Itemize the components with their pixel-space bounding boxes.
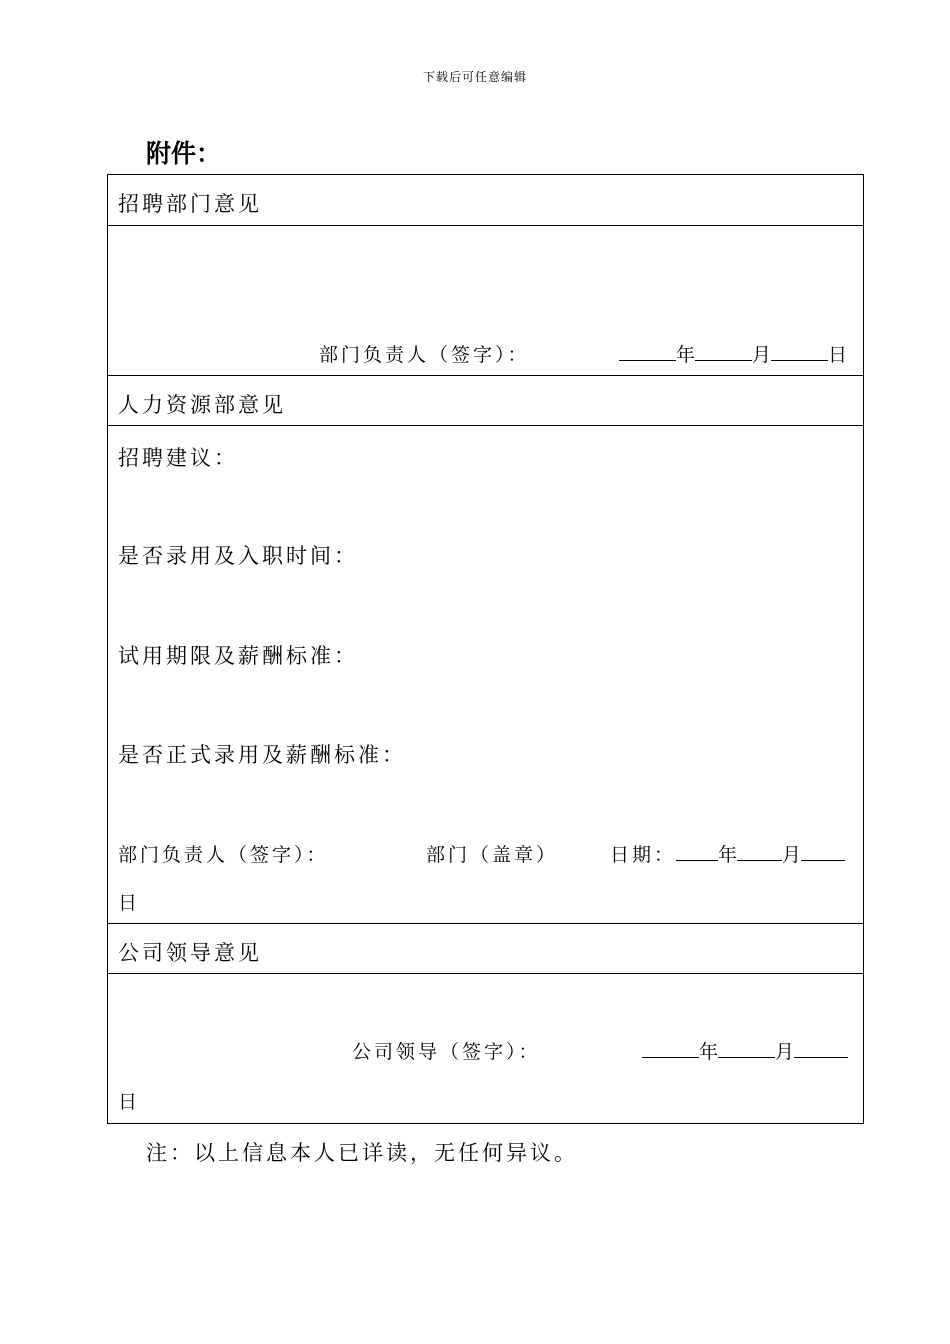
recruiting-dept-opinion-cell[interactable]	[108, 225, 863, 375]
year-blank[interactable]	[642, 1039, 699, 1058]
month-label: 月	[782, 844, 802, 866]
recruiting-dept-date-line	[619, 340, 847, 367]
day-label: 日	[828, 344, 848, 366]
recommend-label: 招聘建议：	[118, 446, 238, 470]
leader-day-label: 日	[118, 1091, 141, 1113]
hr-day-label: 日	[118, 892, 141, 914]
recruiting-dept-heading-row	[108, 175, 863, 225]
year-label: 年	[718, 844, 738, 866]
dept-stamp-label: 部门（盖章）	[426, 844, 559, 866]
month-label: 月	[775, 1041, 795, 1063]
year-label: 年	[676, 344, 696, 366]
leader-heading: 公司领导意见	[118, 941, 262, 965]
recruiting-dept-heading: 招聘部门意见	[118, 192, 262, 216]
attachment-title: 附件：	[146, 139, 222, 168]
hire-label: 是否录用及入职时间：	[118, 544, 358, 568]
footer-note: 注：以上信息本人已详读，无任何异议。	[146, 1141, 578, 1165]
year-blank[interactable]	[676, 842, 718, 861]
leader-date-line	[642, 1037, 848, 1064]
month-blank[interactable]	[695, 342, 752, 361]
day-blank[interactable]	[771, 342, 828, 361]
probation-label: 试用期限及薪酬标准：	[118, 644, 358, 668]
hr-date-line	[610, 840, 845, 867]
leader-signer-label: 公司领导（签字）：	[352, 1041, 541, 1063]
hr-dept-heading-row	[108, 375, 863, 425]
approval-form-table	[107, 174, 864, 1124]
header-note: 下载后可任意编辑	[422, 70, 527, 84]
month-label: 月	[752, 344, 772, 366]
year-label: 年	[699, 1041, 719, 1063]
day-blank[interactable]	[801, 842, 845, 861]
date-label: 日期：	[610, 844, 677, 866]
month-blank[interactable]	[737, 842, 782, 861]
recruiting-dept-signer-label: 部门负责人（签字）：	[319, 344, 530, 366]
hr-dept-heading: 人力资源部意见	[118, 393, 286, 417]
month-blank[interactable]	[718, 1039, 775, 1058]
hr-dept-opinion-cell[interactable]	[108, 425, 863, 923]
year-blank[interactable]	[619, 342, 676, 361]
day-blank[interactable]	[794, 1039, 848, 1058]
leader-heading-row	[108, 923, 863, 973]
formal-hire-label: 是否正式录用及薪酬标准：	[118, 743, 406, 767]
hr-signer-label: 部门负责人（签字）：	[118, 844, 329, 866]
leader-opinion-cell[interactable]	[108, 973, 863, 1123]
